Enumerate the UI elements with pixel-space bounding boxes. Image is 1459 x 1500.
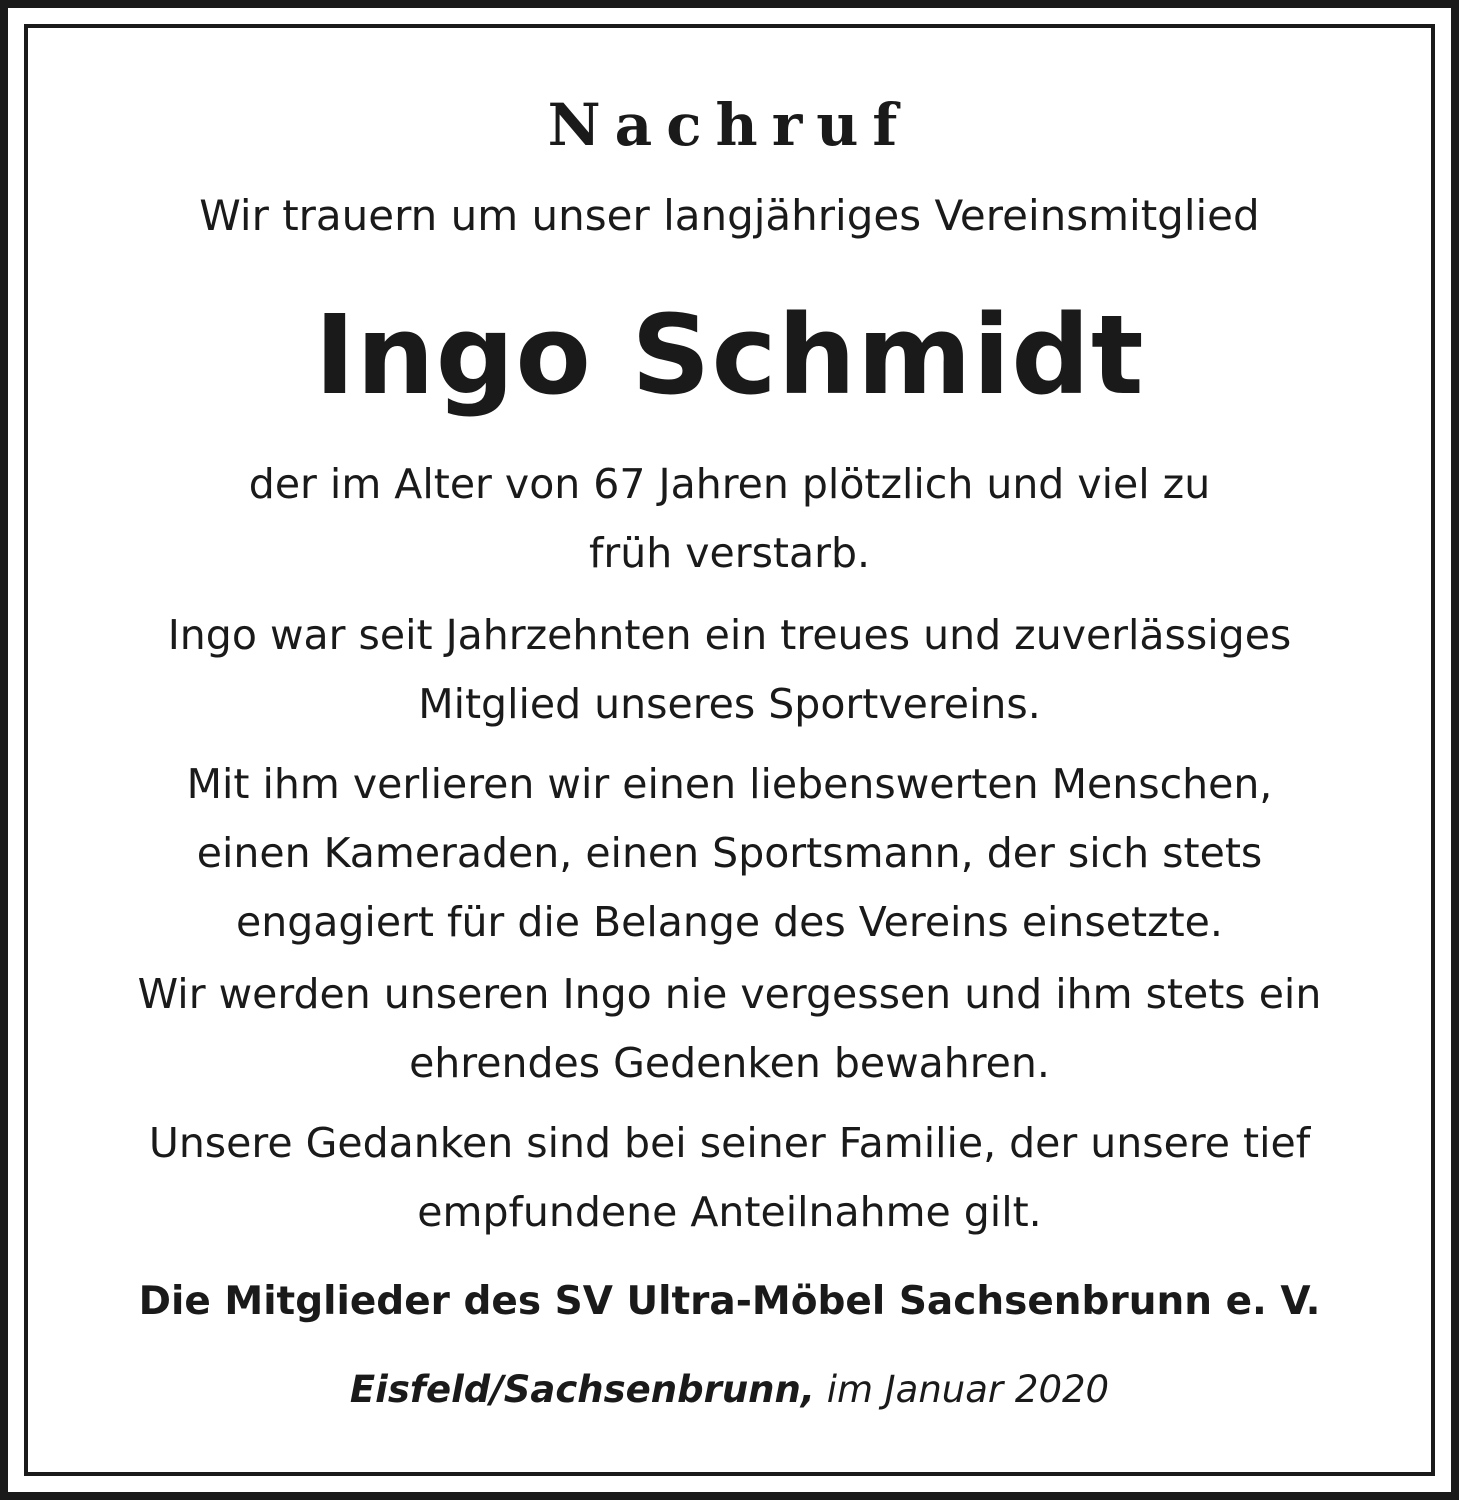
notice-heading: Nachruf [547, 91, 912, 159]
signature: Die Mitglieder des SV Ultra-Möbel Sachsenbrunn e. V. [138, 1279, 1321, 1324]
paragraph-line: ehrendes Gedenken bewahren. [409, 1039, 1050, 1087]
paragraph-line: Unsere Gedanken sind bei seiner Familie, der unsere tief [148, 1119, 1311, 1167]
paragraph-line: Ingo war seit Jahrzehnten ein treues und zuverlässiges [167, 611, 1292, 659]
paragraph-line: empfundene Anteilnahme gilt. [417, 1188, 1042, 1236]
paragraph-line: früh verstarb. [588, 529, 871, 577]
deceased-name: Ingo Schmidt [314, 291, 1145, 419]
paragraph-line: engagiert für die Belange des Vereins einsetzte. [236, 898, 1223, 946]
place-date-line [28, 1360, 1431, 1420]
paragraph-membership [68, 601, 1391, 739]
date: im Januar 2020 [826, 1368, 1110, 1411]
place: Eisfeld/Sachsenbrunn, [349, 1368, 815, 1411]
paragraph-character [68, 750, 1391, 957]
obituary-notice [28, 28, 1431, 1472]
paragraph-line: Mitglied unseres Sportvereins. [418, 680, 1041, 728]
paragraph-condolence [68, 1109, 1391, 1247]
paragraph-line: Wir werden unseren Ingo nie vergessen und ihm stets ein [137, 970, 1322, 1018]
paragraph-line: einen Kameraden, einen Sportsmann, der sich stets [196, 829, 1263, 877]
paragraph-age [68, 450, 1391, 588]
paragraph-remembrance [68, 960, 1391, 1098]
intro-text: Wir trauern um unser langjähriges Vereinsmitglied [199, 191, 1260, 240]
paragraph-line: der im Alter von 67 Jahren plötzlich und viel zu [248, 460, 1211, 508]
paragraph-line: Mit ihm verlieren wir einen liebenswerten Menschen, [186, 760, 1273, 808]
